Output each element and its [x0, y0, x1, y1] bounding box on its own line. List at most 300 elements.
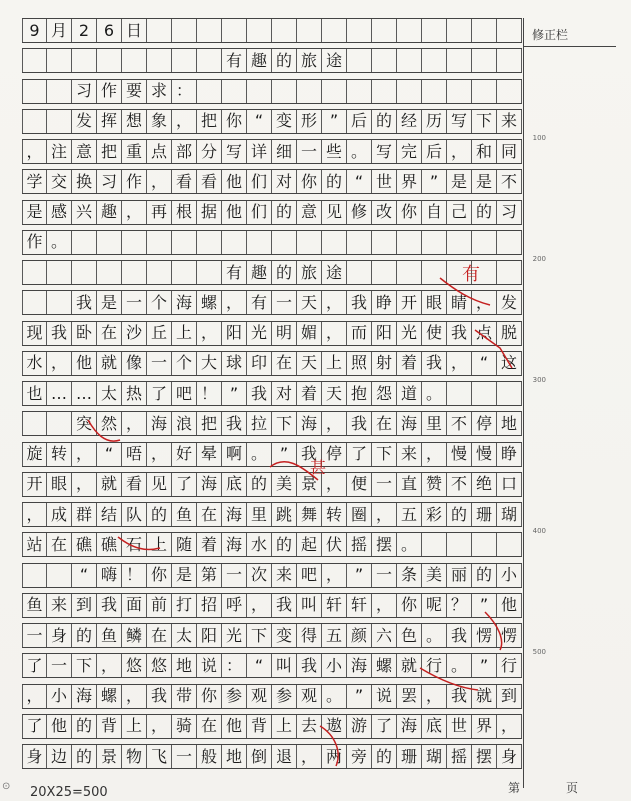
- grid-cell: ，: [447, 140, 472, 163]
- grid-cell: 带: [172, 685, 197, 708]
- grid-cell: [22, 261, 47, 284]
- grid-cell: [297, 19, 322, 42]
- grid-cell: 遨: [322, 715, 347, 738]
- grid-cell: 身: [497, 745, 522, 768]
- grid-cell: ”: [347, 685, 372, 708]
- char-count-mark: 400: [532, 527, 546, 536]
- grid-row: [22, 563, 522, 588]
- grid-row: [22, 321, 522, 346]
- grid-cell: 瑚: [497, 503, 522, 526]
- grid-cell: 是: [172, 564, 197, 587]
- grid-cell: 前: [147, 594, 172, 617]
- grid-cell: ？: [447, 594, 472, 617]
- grid-cell: [47, 80, 72, 103]
- grid-row: [22, 376, 546, 406]
- grid-cell: …: [47, 382, 72, 405]
- grid-cell: 6: [97, 19, 122, 42]
- grid-cell: 到: [72, 594, 97, 617]
- grid-cell: 然: [97, 412, 122, 435]
- grid-cell: ：: [222, 654, 247, 677]
- grid-cell: 学: [22, 170, 47, 193]
- grid-cell: 界: [397, 170, 422, 193]
- grid-cell: ，: [322, 291, 347, 314]
- grid-cell: 使: [422, 322, 447, 345]
- grid-cell: 开: [397, 291, 422, 314]
- grid-cell: 里: [247, 503, 272, 526]
- grid-cell: 阳: [197, 624, 222, 647]
- grid-cell: 是: [97, 291, 122, 314]
- grid-cell: [272, 80, 297, 103]
- grid-cell: [447, 19, 472, 42]
- grid-cell: [322, 80, 347, 103]
- grid-cell: ，: [472, 291, 497, 314]
- grid-cell: 在: [147, 624, 172, 647]
- grid-cell: 上: [122, 715, 147, 738]
- grid-cell: [447, 49, 472, 72]
- grid-cell: 就: [397, 654, 422, 677]
- grid-cell: 下: [372, 443, 397, 466]
- grid-cell: 来: [47, 594, 72, 617]
- grid-cell: 得: [297, 624, 322, 647]
- grid-cell: 是: [22, 201, 47, 224]
- grid-cell: 沙: [122, 322, 147, 345]
- grid-cell: 摇: [347, 533, 372, 556]
- grid-spec: 20X25=500: [30, 785, 108, 800]
- grid-cell: 变: [272, 624, 297, 647]
- grid-cell: 明: [272, 322, 297, 345]
- grid-row: [22, 169, 522, 194]
- grid-cell: 了: [22, 654, 47, 677]
- grid-cell: 意: [72, 140, 97, 163]
- grid-cell: 。: [447, 654, 472, 677]
- grid-cell: 摇: [447, 745, 472, 768]
- grid-cell: 我: [147, 685, 172, 708]
- grid-row: [22, 623, 522, 648]
- grid-cell: ，: [72, 443, 97, 466]
- grid-cell: 历: [422, 110, 447, 133]
- grid-cell: ，: [447, 352, 472, 375]
- grid-cell: 吧: [172, 382, 197, 405]
- grid-cell: 趣: [97, 201, 122, 224]
- grid-cell: 我: [297, 443, 322, 466]
- grid-cell: [372, 261, 397, 284]
- grid-row: [22, 442, 522, 467]
- grid-cell: [222, 231, 247, 254]
- grid-cell: [472, 231, 497, 254]
- grid-cell: 我: [72, 291, 97, 314]
- grid-cell: 兴: [72, 201, 97, 224]
- grid-cell: 把: [197, 110, 222, 133]
- grid-cell: [247, 80, 272, 103]
- grid-cell: 阳: [372, 322, 397, 345]
- grid-cell: 修: [347, 201, 372, 224]
- grid-cell: 的: [147, 503, 172, 526]
- grid-cell: 般: [197, 745, 222, 768]
- grid-cell: 背: [97, 715, 122, 738]
- grid-cell: 直: [397, 473, 422, 496]
- grid-cell: 边: [47, 745, 72, 768]
- grid-cell: 开: [22, 473, 47, 496]
- grid-cell: 形: [297, 110, 322, 133]
- grid-cell: 上: [322, 352, 347, 375]
- grid-cell: 海: [222, 533, 247, 556]
- grid-cell: [72, 231, 97, 254]
- grid-cell: [22, 80, 47, 103]
- grid-cell: 换: [72, 170, 97, 193]
- grid-cell: [122, 231, 147, 254]
- grid-cell: 舞: [297, 503, 322, 526]
- grid-row: [22, 200, 522, 225]
- grid-cell: 海: [197, 473, 222, 496]
- grid-cell: [47, 49, 72, 72]
- grid-cell: 伏: [322, 533, 347, 556]
- grid-cell: 你: [297, 170, 322, 193]
- grid-cell: [197, 261, 222, 284]
- grid-cell: [372, 231, 397, 254]
- grid-cell: 在: [272, 352, 297, 375]
- grid-cell: [47, 261, 72, 284]
- grid-cell: 叫: [297, 594, 322, 617]
- grid-cell: ，: [297, 745, 322, 768]
- grid-cell: 轩: [347, 594, 372, 617]
- grid-cell: 的: [472, 564, 497, 587]
- grid-cell: 写: [222, 140, 247, 163]
- grid-cell: 太: [172, 624, 197, 647]
- grid-cell: 五: [397, 503, 422, 526]
- grid-cell: 嗨: [97, 564, 122, 587]
- grid-cell: 是: [447, 170, 472, 193]
- grid-cell: ，: [172, 110, 197, 133]
- grid-cell: 交: [47, 170, 72, 193]
- grid-cell: 睛: [447, 291, 472, 314]
- grid-cell: [497, 261, 522, 284]
- grid-cell: 不: [447, 412, 472, 435]
- grid-cell: 我: [222, 412, 247, 435]
- grid-cell: 着: [197, 533, 222, 556]
- grid-cell: 说: [372, 685, 397, 708]
- grid-cell: 底: [422, 715, 447, 738]
- grid-cell: ，: [47, 352, 72, 375]
- grid-cell: 作: [22, 231, 47, 254]
- grid-cell: 我: [447, 322, 472, 345]
- grid-cell: 我: [447, 685, 472, 708]
- grid-cell: 发: [497, 291, 522, 314]
- grid-cell: 愣: [497, 624, 522, 647]
- grid-cell: 热: [122, 382, 147, 405]
- grid-cell: 两: [322, 745, 347, 768]
- grid-cell: 悠: [147, 654, 172, 677]
- grid-cell: 着: [397, 352, 422, 375]
- grid-cell: ，: [72, 473, 97, 496]
- grid-cell: [22, 564, 47, 587]
- grid-cell: 发: [72, 110, 97, 133]
- grid-cell: ！: [197, 382, 222, 405]
- grid-cell: 慢: [447, 443, 472, 466]
- char-count-mark: 500: [532, 648, 546, 657]
- grid-cell: 一: [172, 745, 197, 768]
- grid-cell: 。: [422, 382, 447, 405]
- grid-cell: 的: [322, 170, 347, 193]
- grid-cell: 他: [222, 201, 247, 224]
- grid-cell: [472, 533, 497, 556]
- grid-cell: [397, 49, 422, 72]
- grid-cell: 地: [222, 745, 247, 768]
- grid-cell: [397, 261, 422, 284]
- grid-cell: 来: [397, 443, 422, 466]
- grid-cell: 美: [422, 564, 447, 587]
- grid-cell: 参: [222, 685, 247, 708]
- grid-cell: 部: [172, 140, 197, 163]
- grid-cell: 他: [47, 715, 72, 738]
- grid-cell: 。: [397, 533, 422, 556]
- grid-cell: 详: [247, 140, 272, 163]
- grid-cell: [497, 533, 522, 556]
- grid-cell: 这: [497, 352, 522, 375]
- grid-cell: 唔: [122, 443, 147, 466]
- grid-cell: 你: [397, 201, 422, 224]
- grid-cell: 射: [372, 352, 397, 375]
- grid-cell: 。: [247, 443, 272, 466]
- grid-row: [22, 472, 522, 497]
- grid-cell: 己: [447, 201, 472, 224]
- grid-cell: 旅: [297, 49, 322, 72]
- grid-cell: “: [97, 443, 122, 466]
- char-count-mark: 300: [532, 376, 546, 385]
- grid-cell: 太: [97, 382, 122, 405]
- grid-cell: [97, 231, 122, 254]
- grid-cell: [447, 80, 472, 103]
- correction-shen: 甚: [310, 458, 327, 477]
- grid-cell: 第: [197, 564, 222, 587]
- grid-row: [22, 79, 522, 104]
- grid-cell: 改: [372, 201, 397, 224]
- grid-cell: 。: [422, 624, 447, 647]
- grid-cell: 罢: [397, 685, 422, 708]
- grid-cell: 他: [72, 352, 97, 375]
- grid-cell: 写: [447, 110, 472, 133]
- grid-cell: ，: [22, 685, 47, 708]
- grid-cell: 旋: [22, 443, 47, 466]
- grid-cell: 了: [347, 443, 372, 466]
- grid-cell: 拉: [247, 412, 272, 435]
- grid-cell: 了: [372, 715, 397, 738]
- grid-cell: 一: [272, 291, 297, 314]
- grid-cell: 再: [147, 201, 172, 224]
- grid-cell: 螺: [197, 291, 222, 314]
- grid-row: [22, 648, 546, 678]
- correction-you: 有: [462, 264, 480, 285]
- grid-cell: ，: [147, 443, 172, 466]
- grid-cell: 途: [322, 49, 347, 72]
- grid-cell: 摆: [472, 745, 497, 768]
- grid-row: [22, 593, 522, 618]
- grid-cell: 五: [322, 624, 347, 647]
- grid-cell: [422, 231, 447, 254]
- grid-cell: 在: [372, 412, 397, 435]
- grid-cell: [222, 19, 247, 42]
- char-count-mark: 100: [532, 134, 546, 143]
- grid-cell: 有: [247, 291, 272, 314]
- grid-cell: 一: [297, 140, 322, 163]
- grid-cell: [472, 49, 497, 72]
- grid-cell: 分: [197, 140, 222, 163]
- page-label-suffix: 页: [566, 781, 579, 795]
- grid-cell: 丽: [447, 564, 472, 587]
- grid-cell: 悠: [122, 654, 147, 677]
- grid-cell: 珊: [397, 745, 422, 768]
- grid-cell: [197, 49, 222, 72]
- grid-cell: 的: [72, 715, 97, 738]
- grid-cell: [47, 291, 72, 314]
- grid-cell: [97, 49, 122, 72]
- grid-cell: 看: [122, 473, 147, 496]
- grid-cell: 意: [297, 201, 322, 224]
- grid-cell: 我: [447, 624, 472, 647]
- grid-cell: 来: [272, 564, 297, 587]
- char-count-mark: 200: [532, 255, 546, 264]
- grid-cell: 是: [472, 170, 497, 193]
- grid-cell: ，: [372, 594, 397, 617]
- grid-cell: 对: [272, 170, 297, 193]
- grid-cell: ”: [322, 110, 347, 133]
- grid-cell: 来: [497, 110, 522, 133]
- grid-cell: 站: [22, 533, 47, 556]
- grid-cell: [472, 19, 497, 42]
- grid-cell: 写: [372, 140, 397, 163]
- grid-cell: [22, 412, 47, 435]
- grid-cell: 有: [222, 49, 247, 72]
- grid-cell: 礁: [72, 533, 97, 556]
- grid-cell: 美: [272, 473, 297, 496]
- grid-row: [22, 48, 522, 73]
- grid-cell: [22, 291, 47, 314]
- grid-cell: [272, 231, 297, 254]
- grid-cell: 把: [197, 412, 222, 435]
- grid-cell: 叫: [272, 654, 297, 677]
- correction-column: [523, 18, 616, 788]
- grid-cell: 一: [47, 654, 72, 677]
- grid-cell: 赞: [422, 473, 447, 496]
- grid-cell: 次: [247, 564, 272, 587]
- grid-cell: ，: [97, 654, 122, 677]
- grid-cell: 啊: [222, 443, 247, 466]
- grid-cell: 突: [72, 412, 97, 435]
- grid-cell: 有: [222, 261, 247, 284]
- grid-cell: 海: [297, 412, 322, 435]
- grid-cell: 背: [247, 715, 272, 738]
- grid-cell: 参: [272, 685, 297, 708]
- grid-cell: 世: [447, 715, 472, 738]
- grid-cell: 。: [347, 140, 372, 163]
- grid-cell: [347, 19, 372, 42]
- grid-cell: 重: [122, 140, 147, 163]
- grid-cell: [372, 80, 397, 103]
- grid-cell: 跳: [272, 503, 297, 526]
- grid-cell: [197, 19, 222, 42]
- grid-cell: ，: [322, 412, 347, 435]
- grid-cell: 身: [47, 624, 72, 647]
- grid-cell: 的: [247, 473, 272, 496]
- grid-cell: 天: [297, 291, 322, 314]
- grid-cell: “: [472, 352, 497, 375]
- grid-cell: 变: [272, 110, 297, 133]
- grid-cell: 上: [272, 715, 297, 738]
- grid-cell: [422, 533, 447, 556]
- grid-cell: 吧: [297, 564, 322, 587]
- grid-cell: 就: [472, 685, 497, 708]
- grid-cell: 界: [472, 715, 497, 738]
- grid-cell: 地: [172, 654, 197, 677]
- grid-cell: 球: [222, 352, 247, 375]
- grid-cell: 了: [147, 382, 172, 405]
- grid-cell: [322, 19, 347, 42]
- grid-cell: 要: [122, 80, 147, 103]
- grid-cell: 据: [197, 201, 222, 224]
- grid-cell: ”: [222, 382, 247, 405]
- grid-cell: 了: [172, 473, 197, 496]
- grid-cell: 水: [247, 533, 272, 556]
- grid-cell: 颜: [347, 624, 372, 647]
- grid-cell: [397, 80, 422, 103]
- grid-cell: 浪: [172, 412, 197, 435]
- grid-cell: 我: [247, 382, 272, 405]
- grid-cell: 把: [97, 140, 122, 163]
- grid-cell: ，: [247, 594, 272, 617]
- grid-cell: 在: [197, 715, 222, 738]
- grid-cell: 看: [197, 170, 222, 193]
- grid-cell: 一: [22, 624, 47, 647]
- grid-cell: 我: [97, 594, 122, 617]
- grid-cell: 习: [97, 170, 122, 193]
- grid-cell: 上: [172, 322, 197, 345]
- grid-cell: ，: [122, 685, 147, 708]
- grid-cell: 六: [372, 624, 397, 647]
- grid-cell: ，: [22, 503, 47, 526]
- grid-cell: [322, 231, 347, 254]
- grid-cell: 睁: [372, 291, 397, 314]
- grid-cell: ”: [347, 564, 372, 587]
- grid-cell: 在: [97, 322, 122, 345]
- grid-row: [22, 351, 522, 376]
- grid-cell: 招: [197, 594, 222, 617]
- grid-cell: 。: [322, 685, 347, 708]
- grid-cell: 你: [222, 110, 247, 133]
- grid-cell: 下: [72, 654, 97, 677]
- grid-row: [22, 18, 522, 43]
- grid-cell: 细: [272, 140, 297, 163]
- grid-cell: [397, 231, 422, 254]
- grid-cell: 卧: [72, 322, 97, 345]
- grid-cell: [47, 110, 72, 133]
- grid-cell: ，: [322, 322, 347, 345]
- grid-cell: 想: [122, 110, 147, 133]
- grid-cell: [222, 80, 247, 103]
- grid-cell: 一: [122, 291, 147, 314]
- grid-cell: “: [247, 110, 272, 133]
- grid-cell: 打: [172, 594, 197, 617]
- grid-cell: 后: [422, 140, 447, 163]
- grid-row: [22, 109, 522, 134]
- grid-cell: 骑: [172, 715, 197, 738]
- grid-cell: 身: [22, 745, 47, 768]
- grid-cell: 呼: [222, 594, 247, 617]
- grid-cell: 不: [447, 473, 472, 496]
- grid-cell: 而: [347, 322, 372, 345]
- grid-cell: 和: [472, 140, 497, 163]
- grid-row: [22, 527, 546, 557]
- grid-cell: 们: [247, 170, 272, 193]
- grid-cell: “: [347, 170, 372, 193]
